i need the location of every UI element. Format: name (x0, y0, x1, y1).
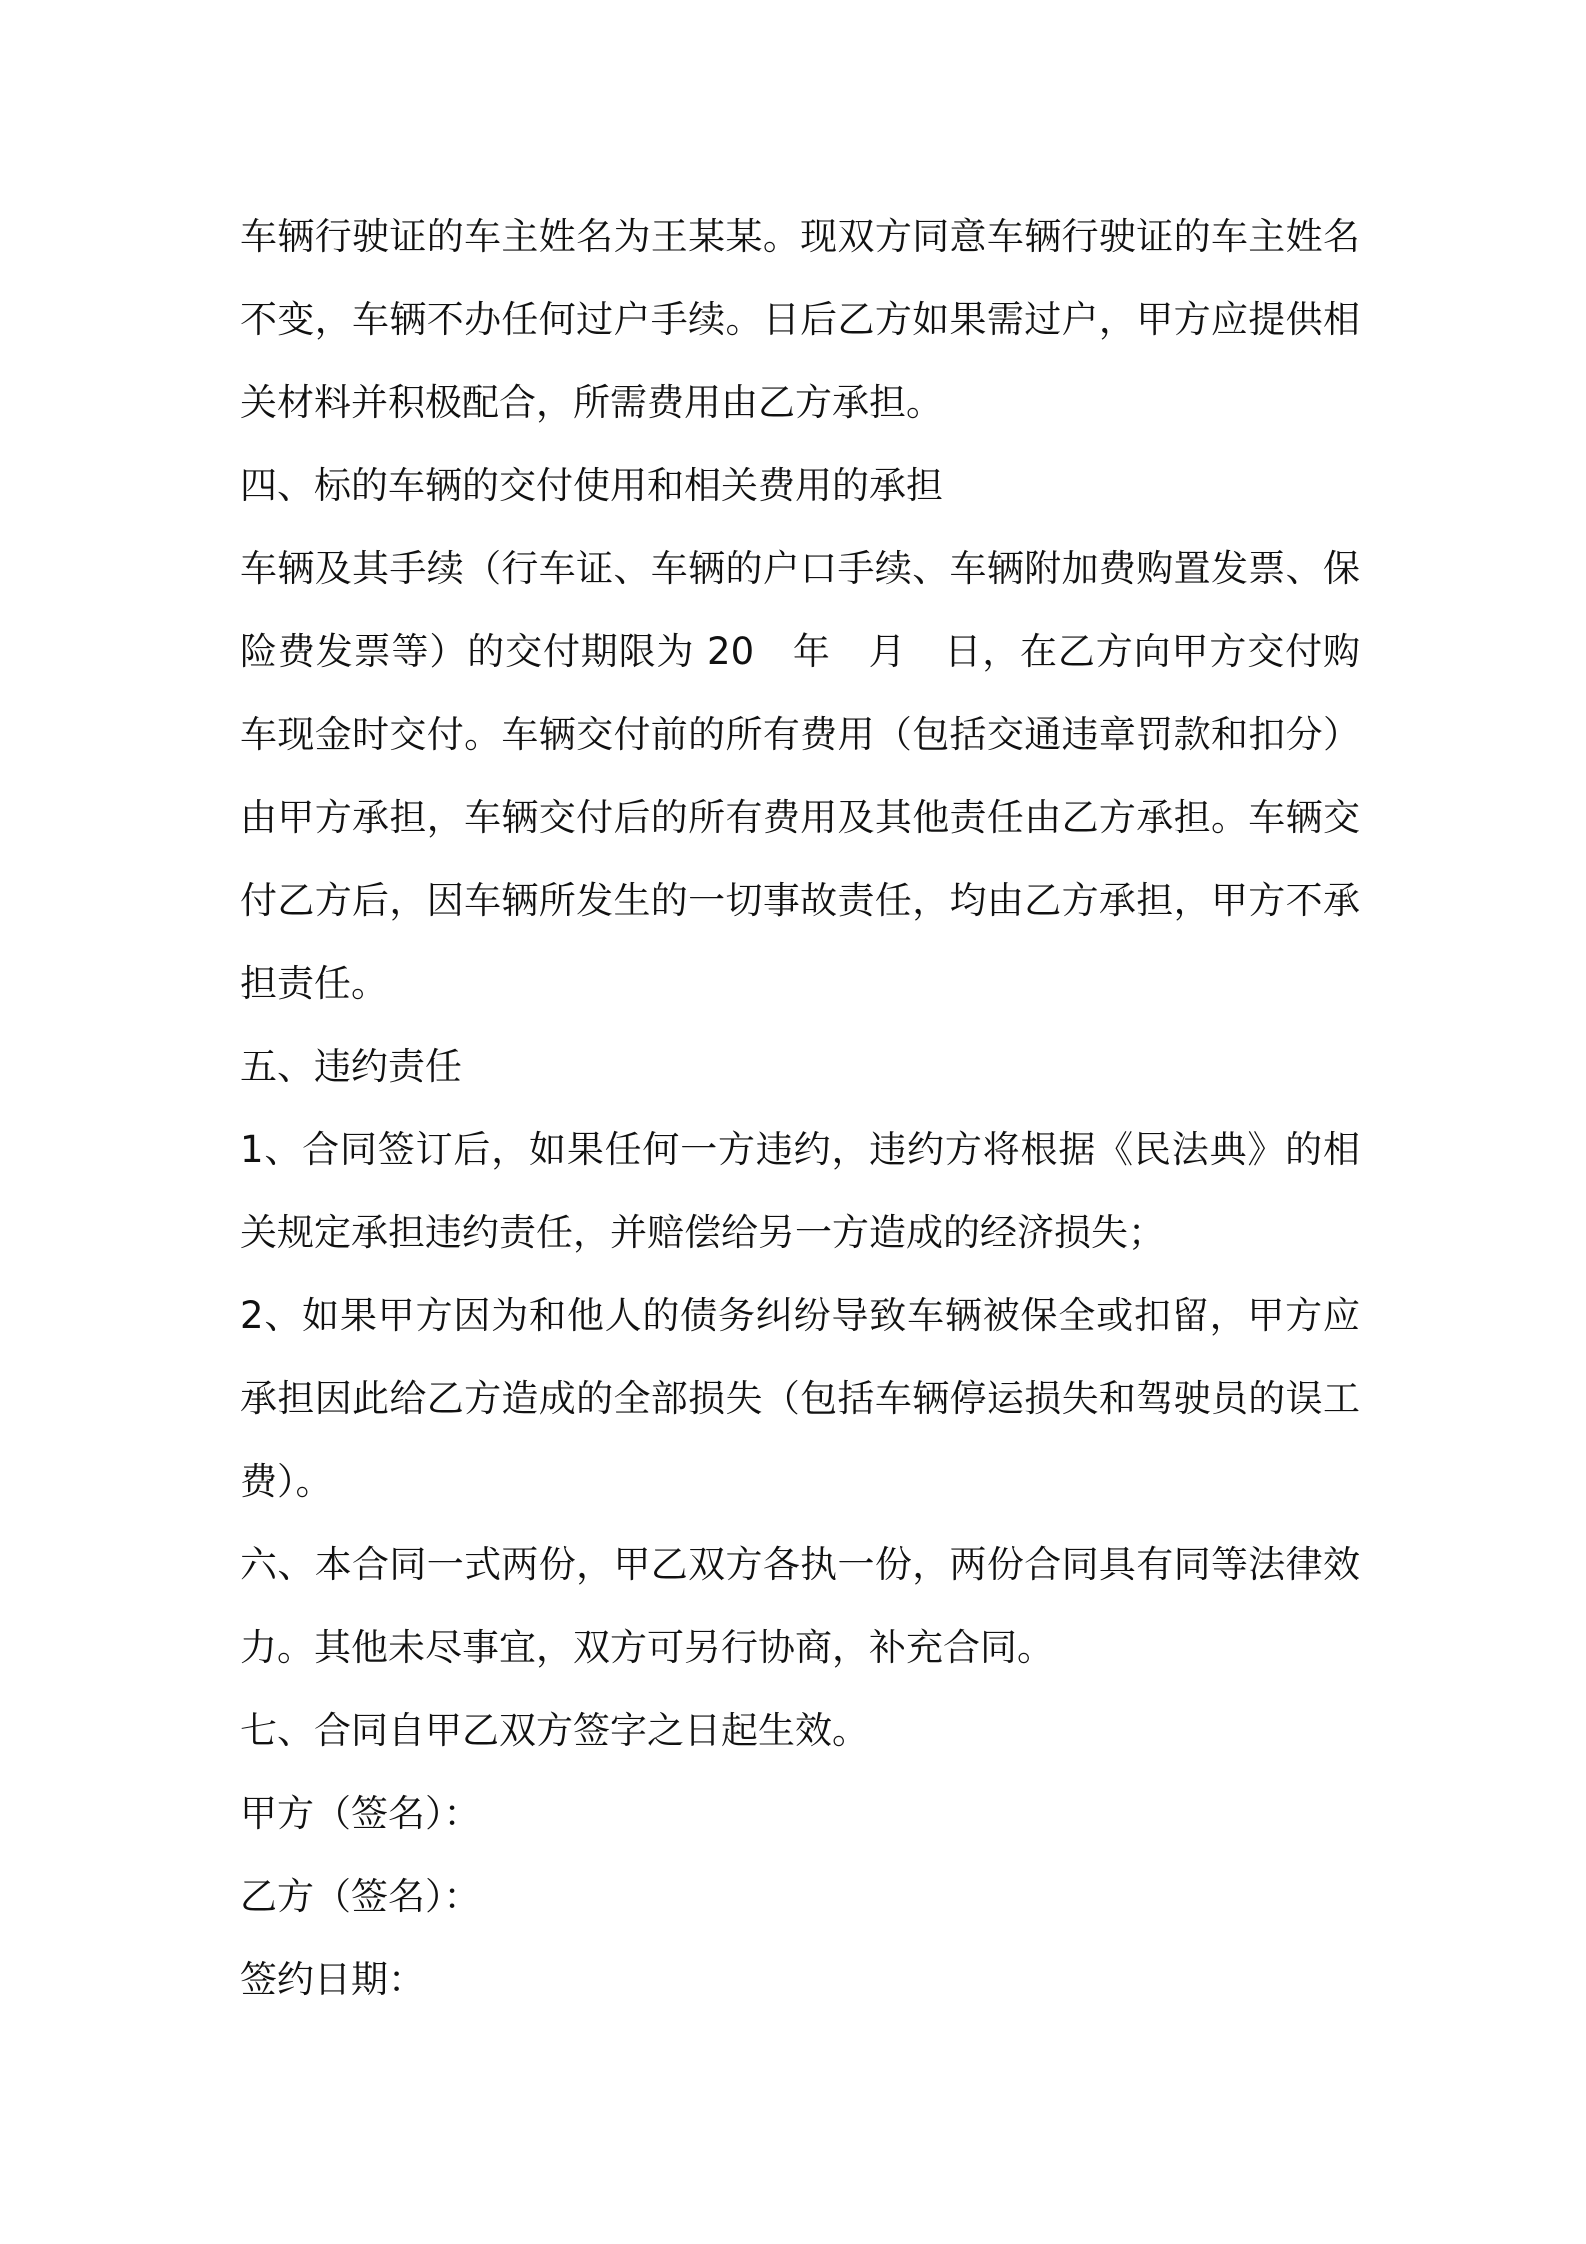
paragraph-copies-clause: 六、本合同一式两份，甲乙双方各执一份，两份合同具有同等法律效力。其他未尽事宜，双方可另行协商，补充合同。 (240, 1543, 1360, 1669)
paragraph-breach-clause-2: 2、如果甲方因为和他人的债务纠纷导致车辆被保全或扣留，甲方应承担因此给乙方造成的全部损失（包括车辆停运损失和驾驶员的误工费）。 (240, 1294, 1360, 1503)
paragraph-breach-clause-1: 1、合同签订后，如果任何一方违约，违约方将根据《民法典》的相关规定承担违约责任，并赔偿给另一方造成的经济损失； (240, 1128, 1360, 1254)
section-heading-delivery: 四、标的车辆的交付使用和相关费用的承担 (240, 464, 943, 507)
paragraph-delivery-terms: 车辆及其手续（行车证、车辆的户口手续、车辆附加费购置发票、保险费发票等）的交付期限为 20 年 月 日，在乙方向甲方交付购车现金时交付。车辆交付前的所有费用（包括交通违章罚款和扣分）由甲方承担，车辆交付后的所有费用及其他责任由乙方承担。车辆交付乙方后，因车辆所发生的一切事故责任，均由乙方承担，甲方不承担责任。 (240, 547, 1360, 1005)
section-heading-breach: 五、违约责任 (240, 1045, 462, 1088)
signature-line-party-a: 甲方（签名）： (240, 1792, 481, 1835)
signing-date-line: 签约日期： (240, 1958, 425, 2001)
paragraph-vehicle-license-owner: 车辆行驶证的车主姓名为王某某。现双方同意车辆行驶证的车主姓名不变，车辆不办任何过户手续。日后乙方如果需过户，甲方应提供相关材料并积极配合，所需费用由乙方承担。 (240, 215, 1360, 424)
contract-body (240, 195, 1360, 2021)
signature-line-party-b: 乙方（签名）： (240, 1875, 481, 1918)
paragraph-effective-clause: 七、合同自甲乙双方签字之日起生效。 (240, 1709, 869, 1752)
